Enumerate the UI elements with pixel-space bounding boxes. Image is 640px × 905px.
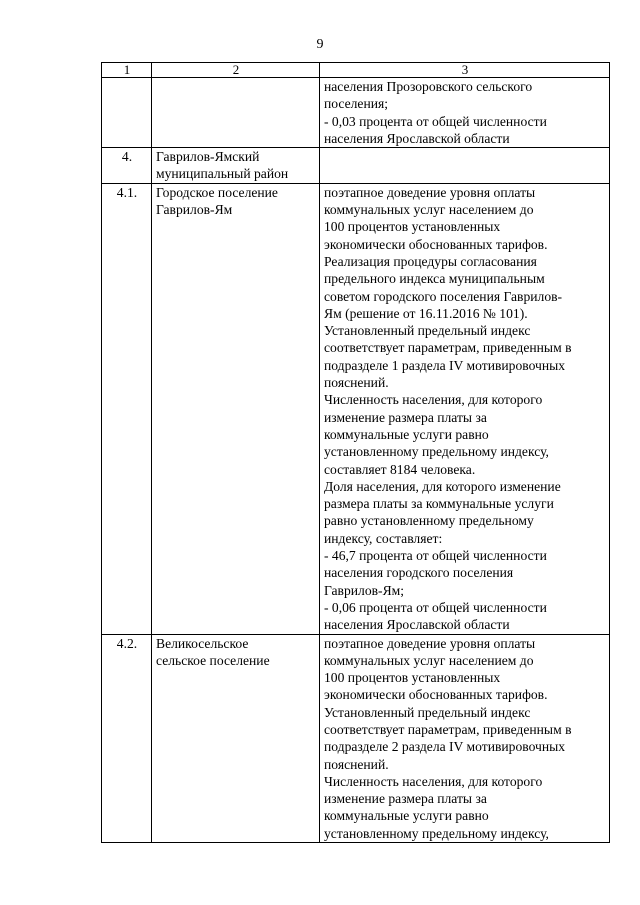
description-line: индексу, составляет: [324, 530, 443, 546]
description-line: поселения; [324, 96, 389, 112]
description-line: 100 процентов установленных [324, 670, 501, 686]
description-line: установленному предельному индексу, [324, 825, 549, 841]
municipality-name [152, 78, 320, 148]
description-line: - 0,03 процента от общей численности [324, 113, 547, 129]
header-col-3: 3 [320, 63, 610, 78]
description-line: подразделе 2 раздела IV мотивировочных [324, 739, 566, 755]
description-line: поэтапное доведение уровня оплаты [324, 635, 536, 651]
description-line: изменение размера платы за [324, 409, 487, 425]
table-row [102, 78, 610, 148]
description-line: предельного индекса муниципальным [324, 271, 545, 287]
description-line: пояснений. [324, 756, 389, 772]
description-line: Ям (решение от 16.11.2016 № 101). [324, 305, 528, 321]
name-line: муниципальный район [156, 166, 289, 182]
name-line: Гаврилов-Ям [156, 202, 233, 218]
table-row [102, 183, 610, 634]
table-row [102, 634, 610, 843]
description-line: изменение размера платы за [324, 791, 487, 807]
description-line: соответствует параметрам, приведенным в [324, 721, 572, 737]
row-number: 4. [102, 148, 152, 184]
description-line: 100 процентов установленных [324, 219, 501, 235]
description [320, 78, 610, 148]
description-line: Численность населения, для которого [324, 392, 543, 408]
description-line: населения Прозоровского сельского [324, 79, 533, 94]
description-line: экономически обоснованных тарифов. [324, 236, 548, 252]
description-line: населения городского поселения [324, 565, 514, 581]
description-line: Доля населения, для которого изменение [324, 478, 561, 494]
description-line: Реализация процедуры согласования [324, 253, 537, 269]
header-col-2: 2 [152, 63, 320, 78]
description-line: пояснений. [324, 375, 389, 391]
description-line: соответствует параметрам, приведенным в [324, 340, 572, 356]
description-line: коммунальных услуг населением до [324, 652, 534, 668]
page-number: 9 [316, 37, 324, 52]
name-line: Гаврилов-Ямский [156, 149, 260, 165]
description-line: установленному предельному индексу, [324, 444, 549, 460]
description-line: Численность населения, для которого [324, 773, 543, 789]
description-line: составляет 8184 человека. [324, 461, 476, 477]
description-line: Гаврилов-Ям; [324, 582, 405, 598]
description-line: населения Ярославской области [324, 130, 510, 146]
description-line: коммунальных услуг населением до [324, 202, 534, 218]
name-line: Городское поселение [156, 184, 278, 200]
description-line: размера платы за коммунальные услуги [324, 496, 554, 512]
header-col-1: 1 [102, 63, 152, 78]
document-table [101, 62, 610, 843]
name-line: сельское поселение [156, 652, 270, 668]
description [320, 183, 610, 634]
table-row [102, 148, 610, 184]
name-line: Великосельское [156, 635, 249, 651]
table-header-row [102, 63, 610, 78]
description-line: коммунальные услуги равно [324, 426, 489, 442]
description-line: Установленный предельный индекс [324, 704, 531, 720]
municipality-name [152, 183, 320, 634]
row-number: 4.2. [102, 634, 152, 843]
description-line: - 0,06 процента от общей численности [324, 599, 547, 615]
description-line: поэтапное доведение уровня оплаты [324, 184, 536, 200]
description-line: экономически обоснованных тарифов. [324, 687, 548, 703]
municipality-name [152, 634, 320, 843]
description-line: равно установленному предельному [324, 513, 534, 529]
row-number: 4.1. [102, 183, 152, 634]
description-line: коммунальные услуги равно [324, 808, 489, 824]
row-number [102, 78, 152, 148]
description-line: подразделе 1 раздела IV мотивировочных [324, 357, 566, 373]
description [320, 148, 610, 184]
description-line: советом городского поселения Гаврилов- [324, 288, 563, 304]
description-line: Установленный предельный индекс [324, 323, 531, 339]
description-line: - 46,7 процента от общей численности [324, 548, 547, 564]
description-line: населения Ярославской области [324, 617, 510, 633]
description [320, 634, 610, 843]
municipality-name [152, 148, 320, 184]
